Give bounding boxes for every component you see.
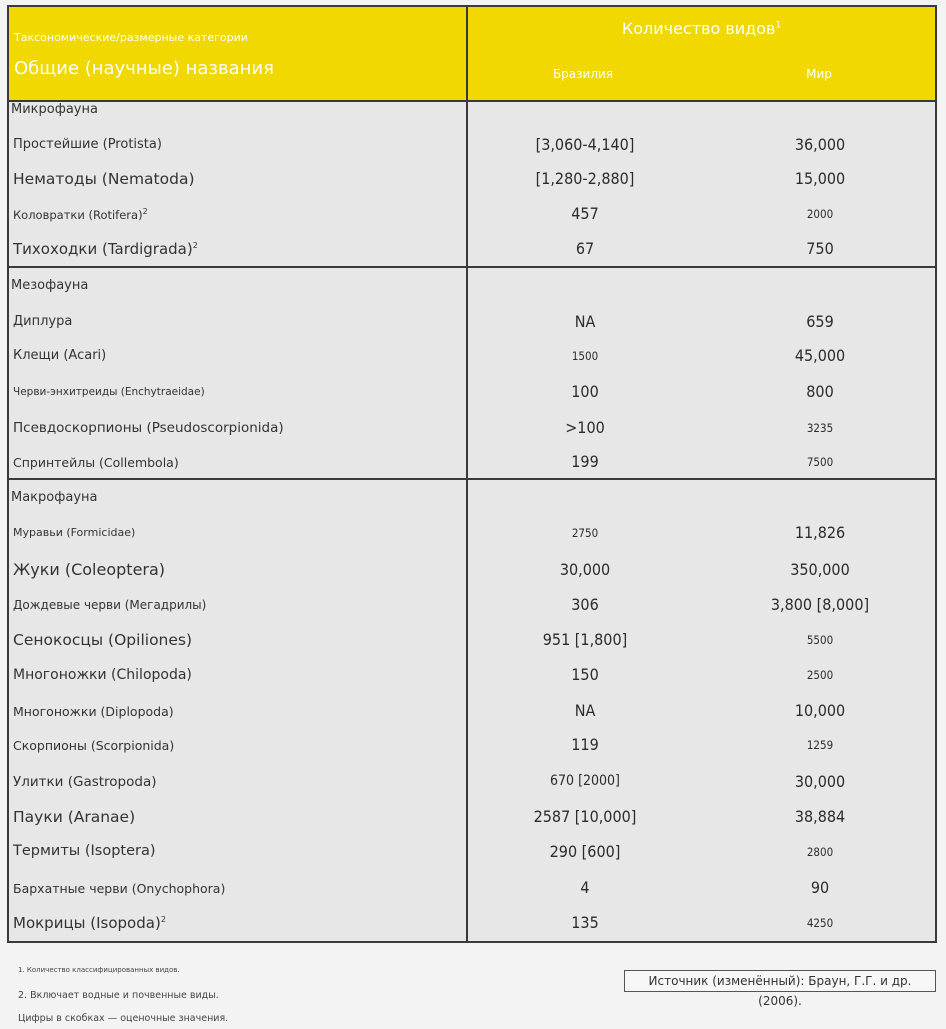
row-label-text: Черви-энхитреиды (Enchytraeidae) [13,385,205,398]
column-header-world: Мир [806,67,832,81]
row-label [13,598,206,612]
row-label [13,348,106,363]
row-label [13,667,192,683]
cell-brazil: 150 [571,665,599,684]
row-label [13,386,205,398]
source-citation: Источник (изменённый): Браун, Г.Г. и др. (2006). [624,970,936,992]
row-label-text: Термиты (Isoptera) [13,843,156,860]
row-label [13,843,156,859]
species-count-title-text: Количество видов [621,19,776,38]
cell-brazil: NA [574,312,596,331]
row-label-text: Жуки (Coleoptera) [13,560,166,580]
cell-brazil: 2587 [10,000] [533,807,637,826]
section-divider [9,478,935,480]
cell-brazil: 135 [571,913,599,932]
cell-world: 2800 [806,845,834,859]
table-header [9,7,935,102]
cell-world: 3,800 [8,000] [770,595,870,614]
cell-world: 2000 [806,207,834,221]
row-label [13,170,195,188]
cell-brazil: >100 [565,418,605,437]
row-label-text: Улитки (Gastropoda) [13,773,157,790]
cell-world: 3235 [806,421,834,435]
section-title: Мезофауна [11,278,89,293]
row-label-text: Спринтейлы (Collembola) [13,454,179,470]
cell-world: 7500 [806,455,834,469]
cell-world: 11,826 [794,523,846,542]
row-label-text: Диплура [13,314,73,330]
row-label-text: Сенокосцы (Opiliones) [13,630,193,649]
category-subtitle: Таксономические/размерные категории [14,31,248,44]
cell-brazil: 1500 [571,349,599,363]
cell-brazil: [1,280-2,880] [535,169,635,188]
row-label [13,774,157,790]
column-divider [466,100,468,941]
row-label-footnote-mark: 2 [142,207,148,217]
row-label [13,560,165,579]
footnote-2: 2. Включает водные и почвенные виды. [18,990,219,1001]
row-label-text: Нематоды (Nematoda) [13,169,195,188]
row-label-text: Простейшие (Protista) [13,137,162,153]
row-label-text: Муравьи (Formicidae) [13,526,136,540]
section-title: Микрофауна [11,102,98,117]
header-category-cell [9,7,468,100]
cell-brazil: 30,000 [559,560,611,579]
row-label [13,137,162,152]
species-table [7,5,937,943]
cell-world: 5500 [806,633,834,647]
cell-brazil: 4 [580,878,590,897]
cell-world: 90 [810,878,830,897]
row-label-text: Мокрицы (Isopoda) [13,914,161,932]
cell-brazil: NA [574,701,596,720]
row-label [13,881,225,896]
cell-world: 38,884 [794,807,846,826]
row-label [13,526,135,539]
cell-world: 45,000 [794,346,846,365]
cell-brazil: 290 [600] [549,842,621,861]
row-label-text: Многоножки (Diplopoda) [13,703,174,719]
row-label [13,631,192,649]
cell-world: 10,000 [794,701,846,720]
row-label [13,738,174,753]
row-label-text: Тихоходки (Tardigrada) [13,240,193,258]
row-label [13,314,72,329]
section-divider [9,266,935,268]
cell-world: 15,000 [794,169,846,188]
cell-brazil: 951 [1,800] [542,630,628,649]
cell-world: 659 [806,312,834,331]
cell-world: 4250 [806,916,834,930]
row-label-footnote-mark: 2 [192,241,198,250]
species-count-footnote-mark: 1 [775,20,782,31]
row-label-text: Скорпионы (Scorpionida) [13,737,175,753]
section-title: Макрофауна [11,490,98,505]
cell-world: 2500 [806,668,834,682]
cell-brazil: 2750 [571,526,599,540]
row-label-footnote-mark: 2 [160,915,166,924]
cell-world: 800 [806,382,834,401]
cell-brazil: 457 [571,204,599,223]
row-label [13,240,198,258]
column-header-brazil: Бразилия [552,67,614,81]
row-label [13,914,166,932]
row-label [13,808,135,826]
row-label-text: Бархатные черви (Onychophora) [13,880,226,896]
cell-brazil: 67 [575,239,595,258]
row-label-text: Пауки (Aranae) [13,807,136,826]
row-label [13,455,179,470]
cell-brazil: 199 [571,452,599,471]
cell-world: 1259 [806,738,834,752]
cell-world: 750 [806,239,834,258]
row-label [13,420,284,436]
row-label [13,704,174,719]
footnote-1: 1. Количество классифицированных видов. [18,966,180,974]
cell-world: 36,000 [794,135,846,154]
cell-brazil: [3,060-4,140] [535,135,635,154]
category-title: Общие (научные) названия [14,58,274,79]
cell-world: 30,000 [794,772,846,791]
cell-world: 350,000 [790,560,850,579]
row-label-text: Клещи (Acari) [13,348,107,364]
footnote-3: Цифры в скобках — оценочные значения. [18,1013,229,1024]
cell-brazil: 306 [571,595,599,614]
row-label-text: Псевдоскорпионы (Pseudoscorpionida) [13,419,284,436]
row-label [13,207,148,222]
cell-brazil: 100 [571,382,599,401]
row-label-text: Дождевые черви (Мегадрилы) [13,597,207,612]
cell-brazil: 670 [2000] [550,773,620,789]
cell-brazil: 119 [571,735,599,754]
row-label-text: Многоножки (Chilopoda) [13,666,192,683]
species-count-title [468,19,935,38]
row-label-text: Коловратки (Rotifera) [13,207,143,222]
